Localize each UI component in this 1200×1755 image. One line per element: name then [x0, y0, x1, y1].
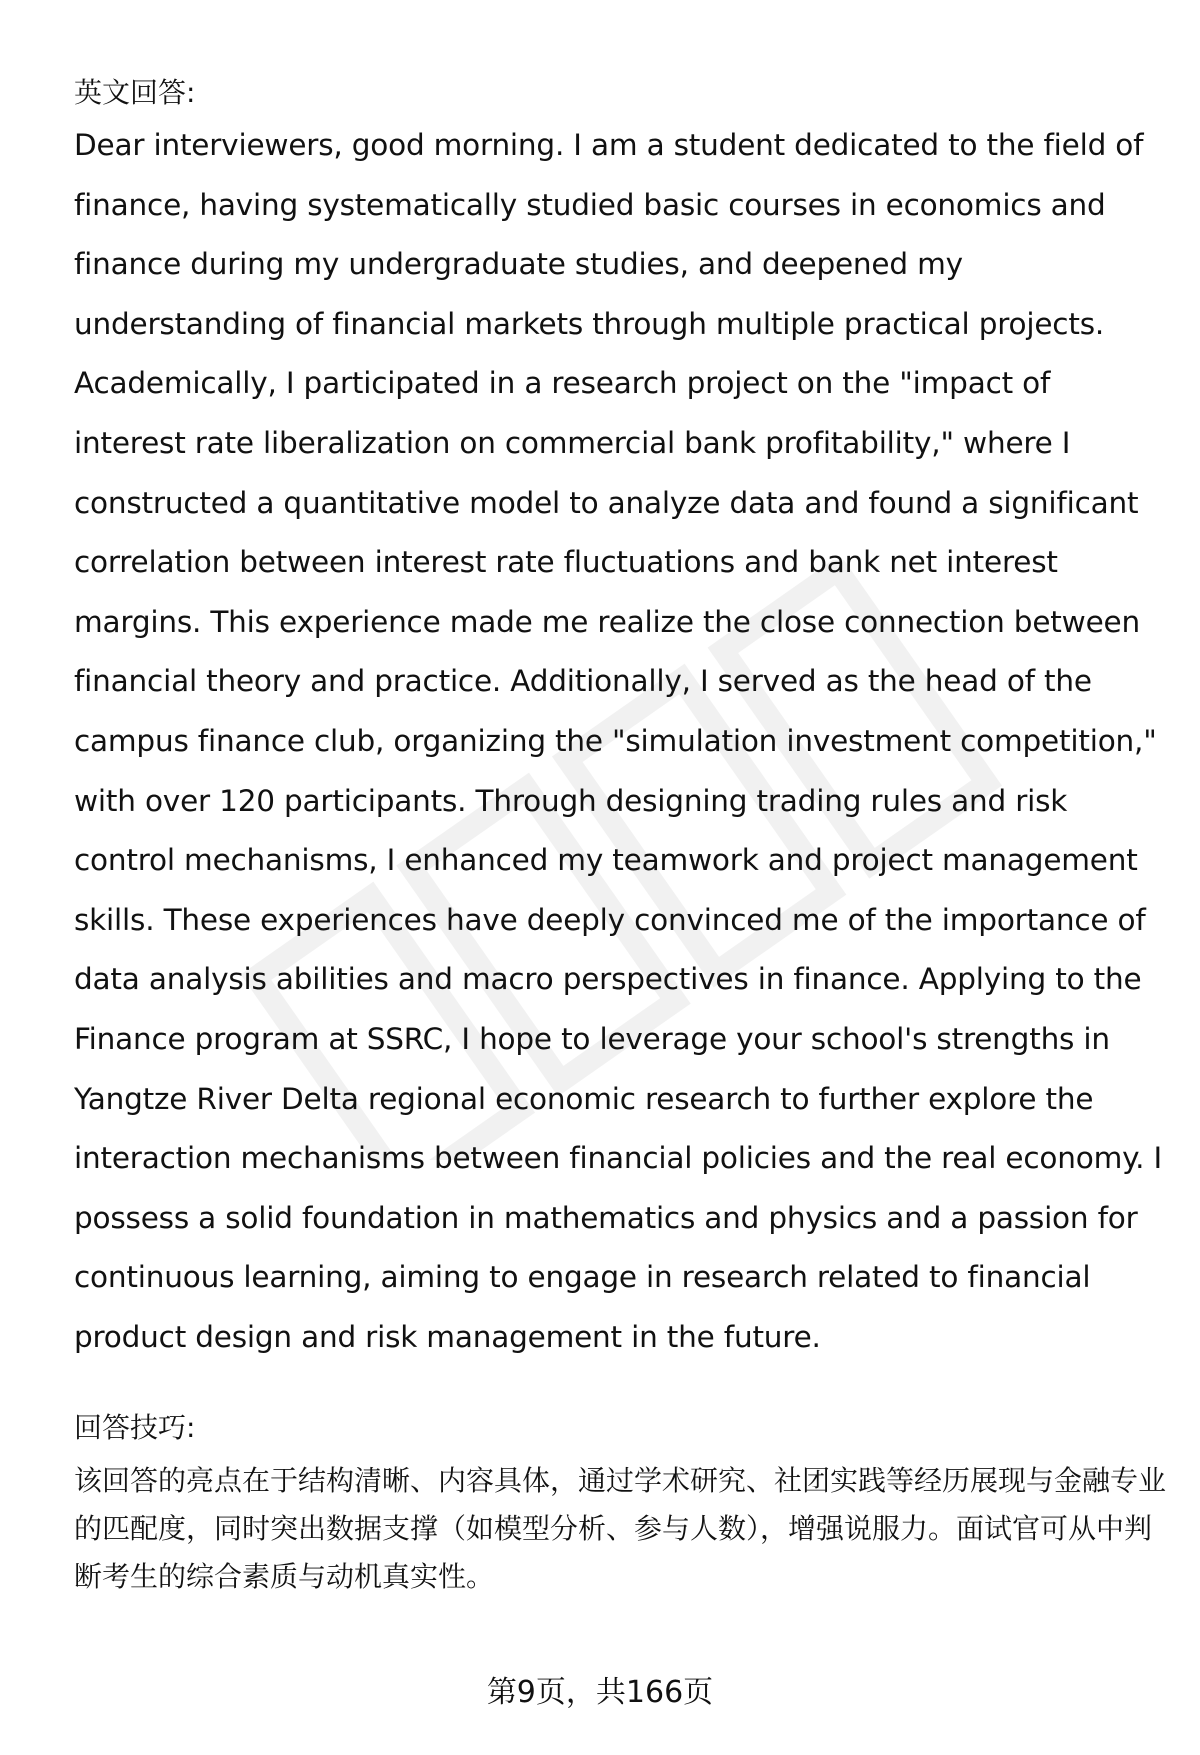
main-content	[74, 70, 1169, 1601]
tips-paragraph: 该回答的亮点在于结构清晰、内容具体，通过学术研究、社团实践等经历展现与金融专业的匹配度，同时突出数据支撑（如模型分析、参与人数），增强说服力。面试官可从中判断考生的综合素质与动机真实性。	[74, 1464, 1167, 1594]
answer-paragraph: Dear interviewers, good morning. I am a student dedicated to the field of finance, having systematically studied basic courses in economics and finance during my undergraduate studies, and deepened my understanding of financial markets through multiple practical projects. Academically, I participated in a research project on the "impact of interest rate liberalization on commercial bank profitability," where I constructed a quantitative model to analyze data and found a significant correlation between interest rate fluctuations and bank net interest margins. This experience made me realize the close connection between financial theory and practice. Additionally, I served as the head of the campus finance club, organizing the "simulation investment competition," with over 120 participants. Through designing trading rules and risk control mechanisms, I enhanced my teamwork and project management skills. These experiences have deeply convinced me of the importance of data analysis abilities and macro perspectives in finance. Applying to the Finance program at SSRC, I hope to leverage your school's strengths in Yangtze River Delta regional economic research to further explore the interaction mechanisms between financial policies and the real economy. I possess a solid foundation in mathematics and physics and a passion for continuous learning, aiming to engage in research related to financial product design and risk management in the future.	[74, 128, 1163, 1354]
page-number: 第9页，共166页	[486, 1675, 714, 1710]
answer-section-label: 英文回答:	[74, 76, 196, 109]
tips-section-label: 回答技巧:	[74, 1411, 196, 1445]
